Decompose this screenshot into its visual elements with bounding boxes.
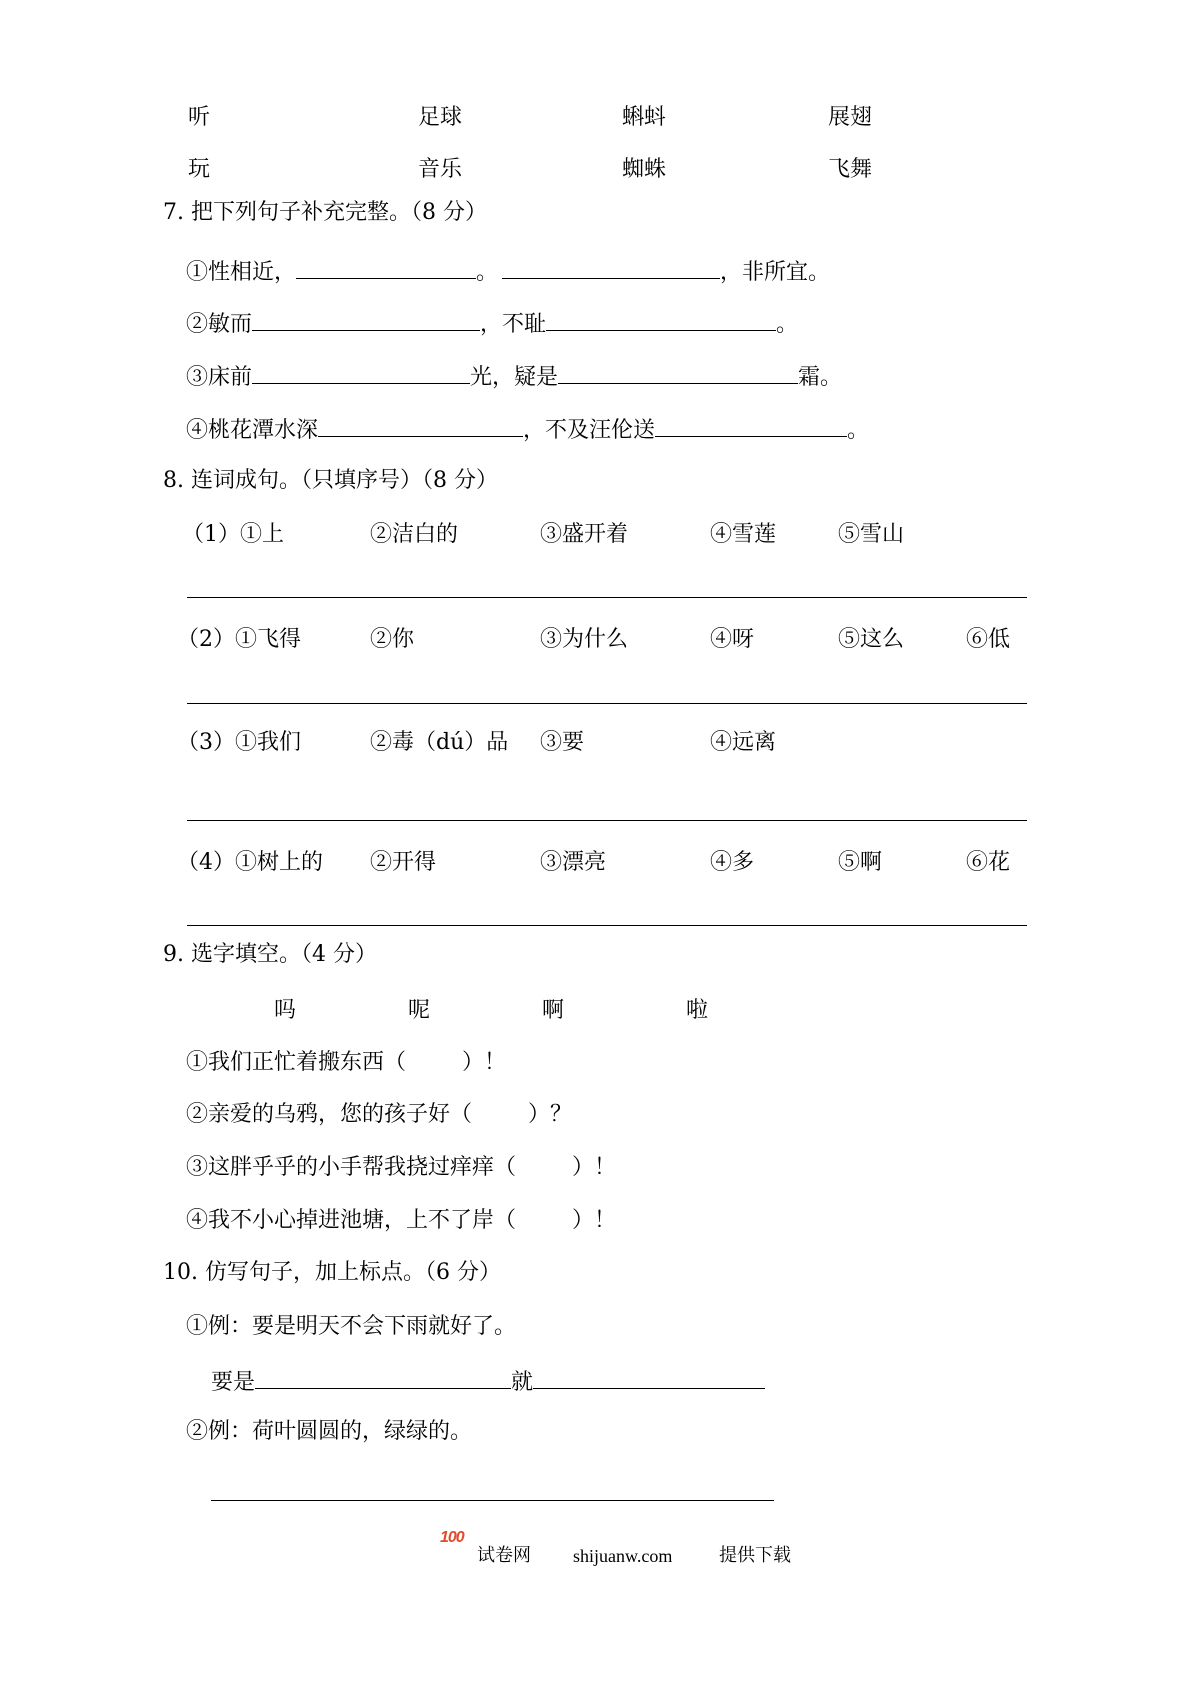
q6-word: 蝌蚪 <box>622 105 667 130</box>
q7-text: ④桃花潭水深 <box>186 418 319 443</box>
q9-item-4 <box>186 1207 616 1235</box>
q10-text: 就 <box>511 1370 534 1395</box>
answer-line[interactable] <box>187 820 1027 821</box>
q8-word: ④多 <box>710 850 755 875</box>
q9-text: ）？ <box>528 1102 573 1127</box>
q8-word: （3）①我们 <box>177 730 301 755</box>
fill-blank[interactable] <box>546 308 776 331</box>
q7-text: 光，疑是 <box>470 365 559 390</box>
q10-title: 10. 仿写句子，加上标点。（6 分） <box>163 1260 501 1285</box>
q7-text: ①性相近， <box>186 260 297 285</box>
q7-text: ，不耻 <box>480 312 547 337</box>
q10-example-2: ②例：荷叶圆圆的，绿绿的。 <box>186 1419 473 1444</box>
fill-blank[interactable] <box>252 361 470 384</box>
answer-line[interactable] <box>187 703 1027 704</box>
q9-text: ）！ <box>462 1050 507 1075</box>
q8-word: ④呀 <box>710 627 755 652</box>
q6-word: 蜘蛛 <box>622 157 667 182</box>
q8-word: ⑥花 <box>966 850 1011 875</box>
q8-word: ④雪莲 <box>710 522 777 547</box>
q10-answer-1 <box>211 1366 765 1397</box>
q9-choice: 吗 <box>274 998 297 1023</box>
q9-item-3 <box>186 1154 616 1182</box>
q8-title: 8. 连词成句。（只填序号）（8 分） <box>163 468 498 493</box>
q7-item-4 <box>186 414 869 445</box>
q8-word: ⑤啊 <box>838 850 883 875</box>
fill-blank[interactable] <box>318 414 523 437</box>
q7-item-1 <box>186 256 830 287</box>
q6-word: 飞舞 <box>828 157 873 182</box>
q6-word: 足球 <box>418 105 463 130</box>
q9-text: ）！ <box>572 1208 617 1233</box>
q10-example-1: ①例：要是明天不会下雨就好了。 <box>186 1314 517 1339</box>
q10-text: 要是 <box>211 1370 256 1395</box>
q8-word: ③漂亮 <box>540 850 607 875</box>
q8-word: ②洁白的 <box>370 522 459 547</box>
q7-text: 。 <box>476 260 499 285</box>
answer-line[interactable] <box>187 597 1027 598</box>
q7-item-3 <box>186 361 842 392</box>
q7-text: 。 <box>776 312 799 337</box>
q6-word: 音乐 <box>418 157 463 182</box>
site-logo: 100 <box>440 1529 464 1546</box>
fill-blank[interactable] <box>296 256 476 279</box>
q8-word: ⑤这么 <box>838 627 905 652</box>
download-note: 提供下载 <box>719 1545 791 1566</box>
q9-text: ①我们正忙着搬东西（ <box>186 1050 407 1075</box>
q9-title: 9. 选字填空。（4 分） <box>163 942 377 967</box>
q8-word: ②毒（dú）品 <box>370 730 509 755</box>
q8-word: ③为什么 <box>540 627 629 652</box>
q8-word: ⑤雪山 <box>838 522 905 547</box>
fill-blank[interactable] <box>655 414 847 437</box>
q7-title: 7. 把下列句子补充完整。（8 分） <box>163 200 487 225</box>
q9-item-1 <box>186 1049 506 1077</box>
fill-blank[interactable] <box>255 1366 511 1389</box>
q8-word: （4）①树上的 <box>177 850 323 875</box>
q8-word: ②你 <box>370 627 415 652</box>
q7-text: ②敏而 <box>186 312 253 337</box>
q9-text: ③这胖乎乎的小手帮我挠过痒痒（ <box>186 1155 517 1180</box>
fill-blank[interactable] <box>252 308 480 331</box>
site-domain[interactable]: shijuanw.com <box>573 1546 673 1566</box>
fill-blank[interactable] <box>558 361 798 384</box>
site-name: 试卷网 <box>477 1545 531 1566</box>
q8-word: （2）①飞得 <box>177 627 301 652</box>
q6-word: 展翅 <box>828 105 873 130</box>
q9-text: ）！ <box>572 1155 617 1180</box>
fill-blank[interactable] <box>533 1366 765 1389</box>
q6-word: 听 <box>188 105 211 130</box>
q7-text: 。 <box>847 418 870 443</box>
q9-choice: 呢 <box>408 998 431 1023</box>
q9-text: ②亲爱的乌鸦，您的孩子好（ <box>186 1102 473 1127</box>
q9-choice: 啊 <box>542 998 565 1023</box>
q6-word: 玩 <box>188 157 211 182</box>
q8-word: ③盛开着 <box>540 522 629 547</box>
q7-item-2 <box>186 308 798 339</box>
answer-line[interactable] <box>211 1500 774 1501</box>
q8-word: ⑥低 <box>966 627 1011 652</box>
answer-line[interactable] <box>187 925 1027 926</box>
q7-text: 霜。 <box>798 365 843 390</box>
fill-blank[interactable] <box>502 256 720 279</box>
q8-word: （1）①上 <box>182 522 284 547</box>
q7-text: ，不及汪伦送 <box>523 418 656 443</box>
q9-text: ④我不小心掉进池塘，上不了岸（ <box>186 1208 517 1233</box>
q9-choice: 啦 <box>686 998 709 1023</box>
q7-text: ③床前 <box>186 365 253 390</box>
q8-word: ②开得 <box>370 850 437 875</box>
q7-text: ，非所宜。 <box>720 260 831 285</box>
q8-word: ③要 <box>540 730 585 755</box>
q9-item-2 <box>186 1101 572 1129</box>
q8-word: ④远离 <box>710 730 777 755</box>
